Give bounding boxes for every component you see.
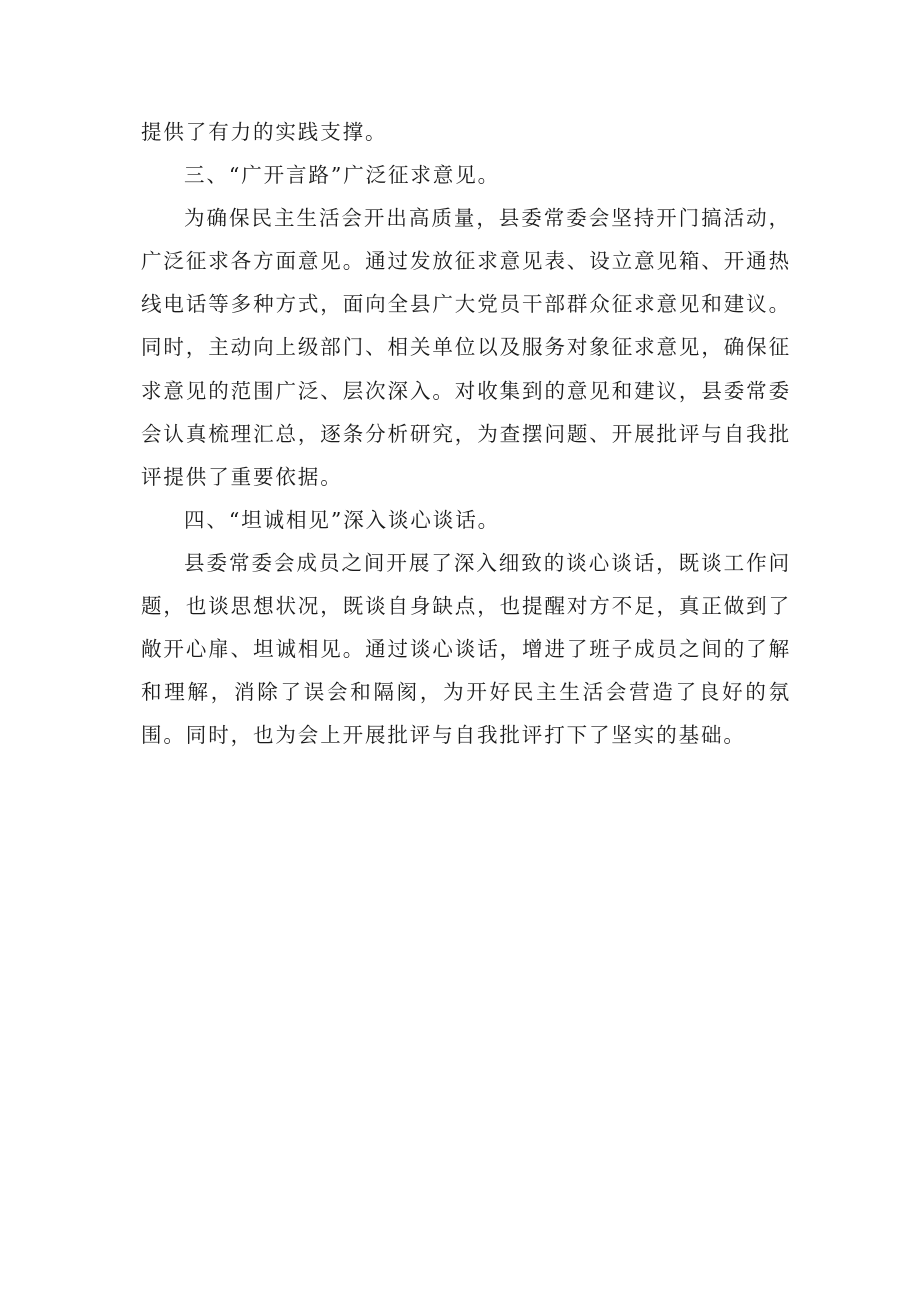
section-heading-four: 四、“坦诚相见”深入谈心谈话。 — [184, 507, 501, 532]
paragraph-opinions: 为确保民主生活会开出高质量，县委常委会坚持开门搞活动，广泛征求各方面意见。通过发放征求意见表、设立意见箱、开通热线电话等多种方式，面向全县广大党员干部群众征求意见和建议。同时，主动向上级部门、相关单位以及服务对象征求意见，确保征求意见的范围广泛、层次深入。对收集到的意见和建议，县委常委会认真梳理汇总，逐条分析研究，为查摆问题、开展批评与自我批评提供了重要依据。 — [141, 206, 791, 489]
document-body — [141, 111, 791, 757]
paragraph-continuation: 提供了有力的实践支撑。 — [141, 120, 388, 144]
paragraph-heart-talks: 县委常委会成员之间开展了深入细致的谈心谈话，既谈工作问题，也谈思想状况，既谈自身缺点，也提醒对方不足，真正做到了敞开心扉、坦诚相见。通过谈心谈话，增进了班子成员之间的了解和理解，消除了误会和隔阂，为开好民主生活会营造了良好的氛围。同时，也为会上开展批评与自我批评打下了坚实的基础。 — [141, 550, 791, 748]
section-heading-three: 三、“广开言路”广泛征求意见。 — [184, 163, 501, 188]
